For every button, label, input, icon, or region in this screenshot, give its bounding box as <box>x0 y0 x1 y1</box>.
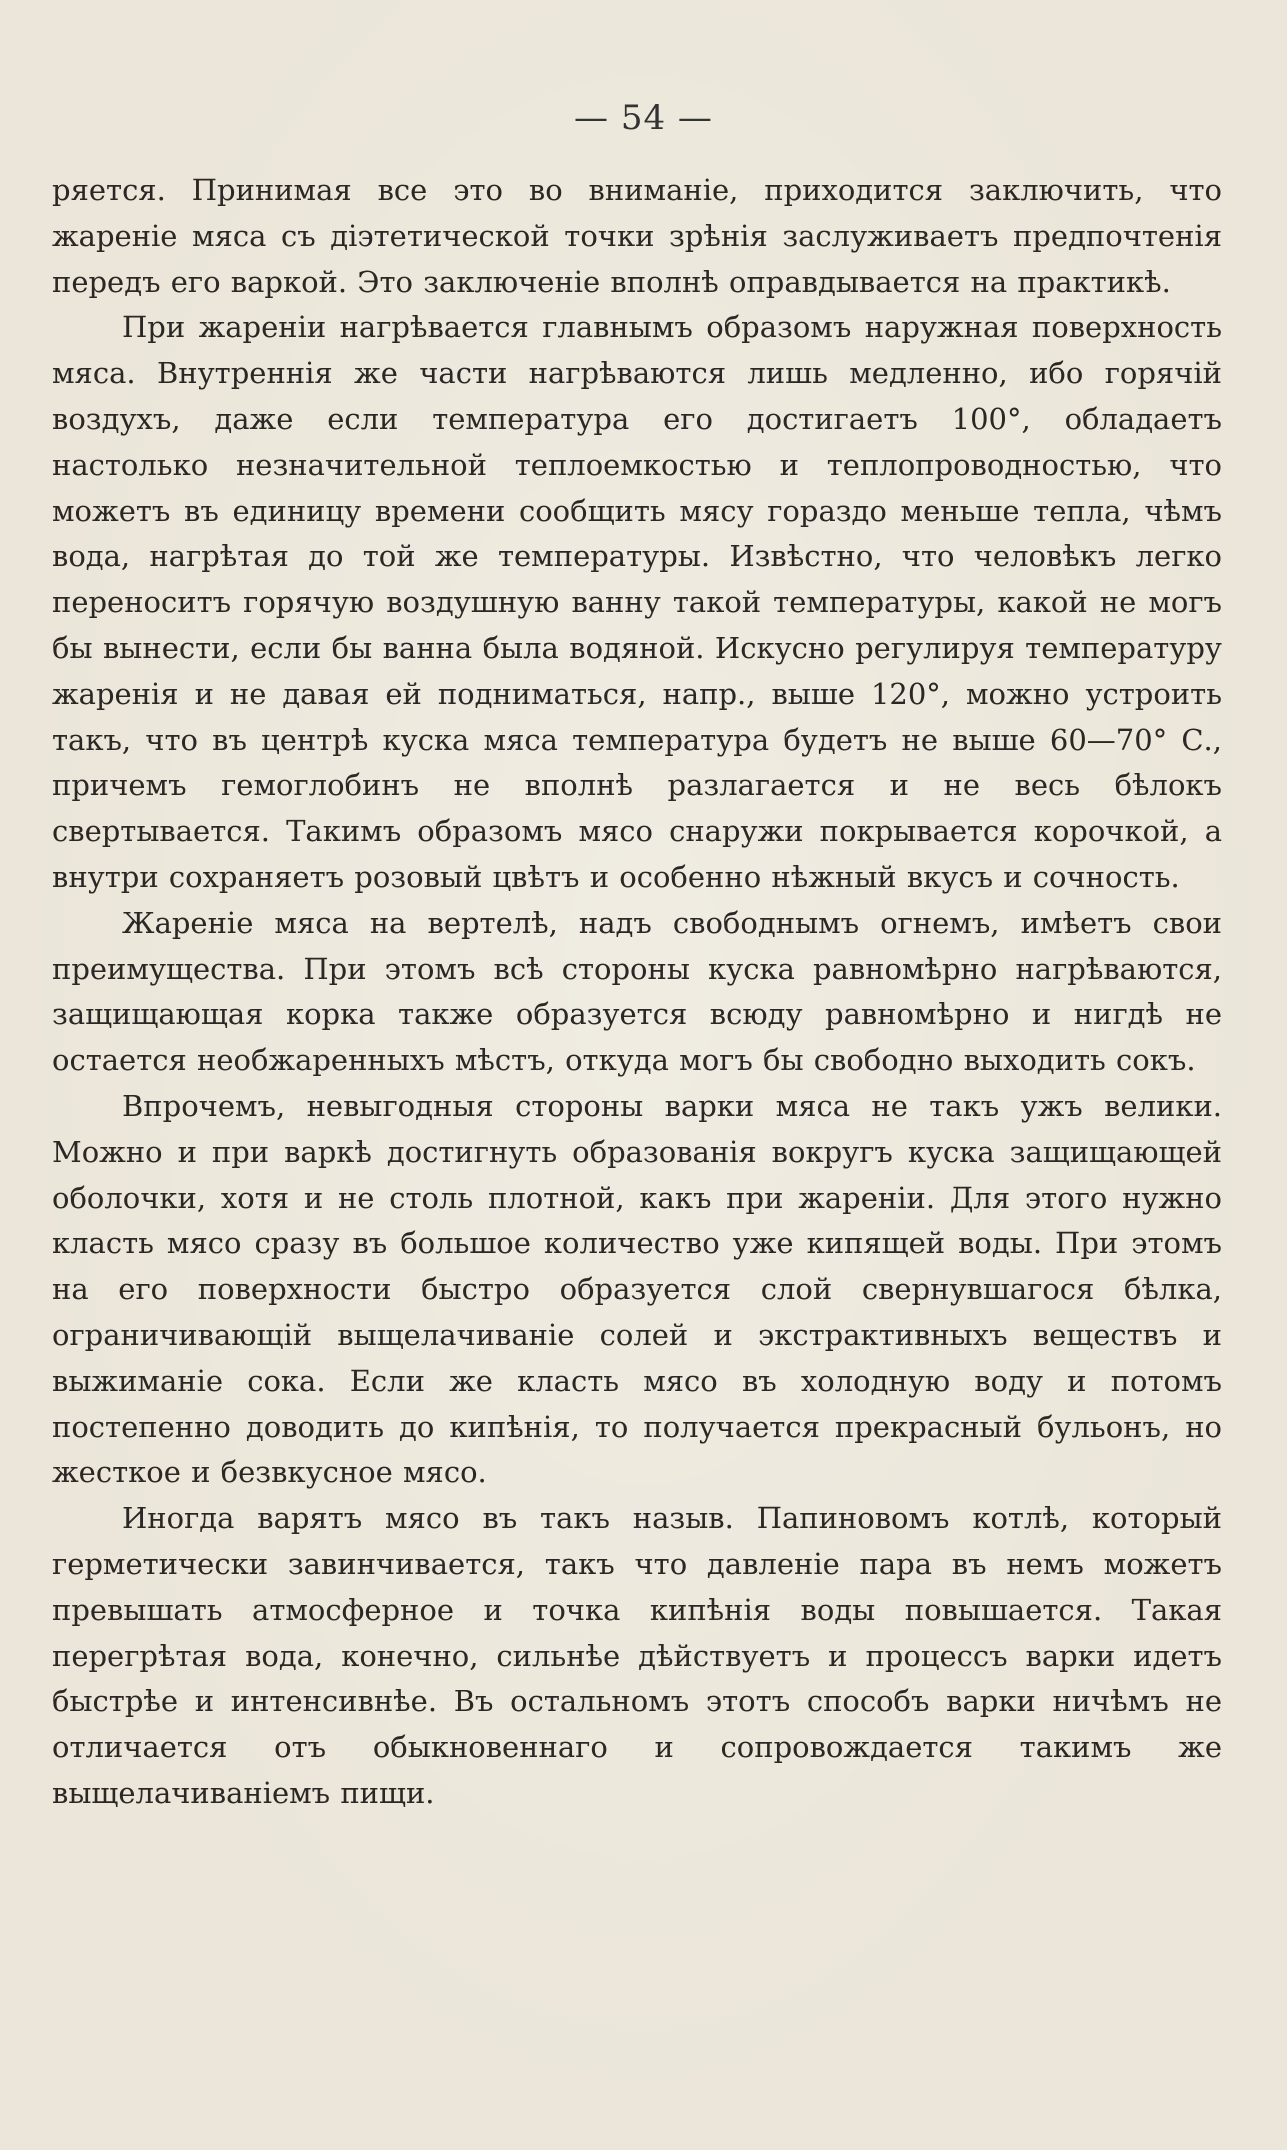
paragraph-1: ряется. Принимая все это во вниманіе, приходится заключить, что жареніе мяса съ діэтетической точки зрѣнія заслуживаетъ предпочтенія передъ его варкой. Это заключеніе вполнѣ оправдывается на практикѣ. <box>52 173 1222 299</box>
paragraph-4: Впрочемъ, невыгодныя стороны варки мяса не такъ ужъ велики. Можно и при варкѣ достигнуть образованія вокругъ куска защищающей оболочки, хотя и не столь плотной, какъ при жареніи. Для этого нужно класть мясо сразу въ большое количество уже кипящей воды. При этомъ на его поверхности быстро образуется слой свернувшагося бѣлка, ограничивающій выщелачиваніе солей и экстрактивныхъ веществъ и выжиманіе сока. Если же класть мясо въ холодную воду и потомъ постепенно доводить до кипѣнія, то получается прекрасный бульонъ, но жесткое и безвкусное мясо. <box>52 1088 1222 1490</box>
paragraph-3: Жареніе мяса на вертелѣ, надъ свободнымъ огнемъ, имѣетъ свои преимущества. При этомъ всѣ стороны куска равномѣрно нагрѣваются, защищающая корка также образуется всюду равномѣрно и нигдѣ не остается необжаренныхъ мѣстъ, откуда могъ бы свободно выходить сокъ. <box>52 905 1222 1078</box>
paragraph-2: При жареніи нагрѣвается главнымъ образомъ наружная поверхность мяса. Внутреннія же части нагрѣваются лишь медленно, ибо горячій воздухъ, даже если температура его достигаетъ 100°, обладаетъ настолько незначительной теплоемкостью и теплопроводностью, что можетъ въ единицу времени сообщить мясу гораздо меньше тепла, чѣмъ вода, нагрѣтая до той же температуры. Извѣстно, что человѣкъ легко переноситъ горячую воздушную ванну такой температуры, какой не могъ бы вынести, если бы ванна была водяной. Искусно регулируя температуру жаренія и не давая ей подниматься, напр., выше 120°, можно устроить такъ, что въ центрѣ куска мяса температура будетъ не выше 60—70° С., причемъ гемоглобинъ не вполнѣ разлагается и не весь бѣлокъ свертывается. Такимъ образомъ мясо снаружи покрывается корочкой, а внутри сохраняетъ розовый цвѣтъ и особенно нѣжный вкусъ и сочность. <box>52 310 1222 894</box>
body-text <box>52 168 1222 1817</box>
paragraph-5: Иногда варятъ мясо въ такъ назыв. Папиновомъ котлѣ, который герметически завинчивается, такъ что давленіе пара въ немъ можетъ превышать атмосферное и точка кипѣнія воды повышается. Такая перегрѣтая вода, конечно, сильнѣе дѣйствуетъ и процессъ варки идетъ быстрѣе и интенсивнѣе. Въ остальномъ этотъ способъ варки ничѣмъ не отличается отъ обыкновеннаго и сопровождается такимъ же выщелачиваніемъ пищи. <box>52 1501 1222 1810</box>
page-number: — 54 — <box>574 98 713 138</box>
